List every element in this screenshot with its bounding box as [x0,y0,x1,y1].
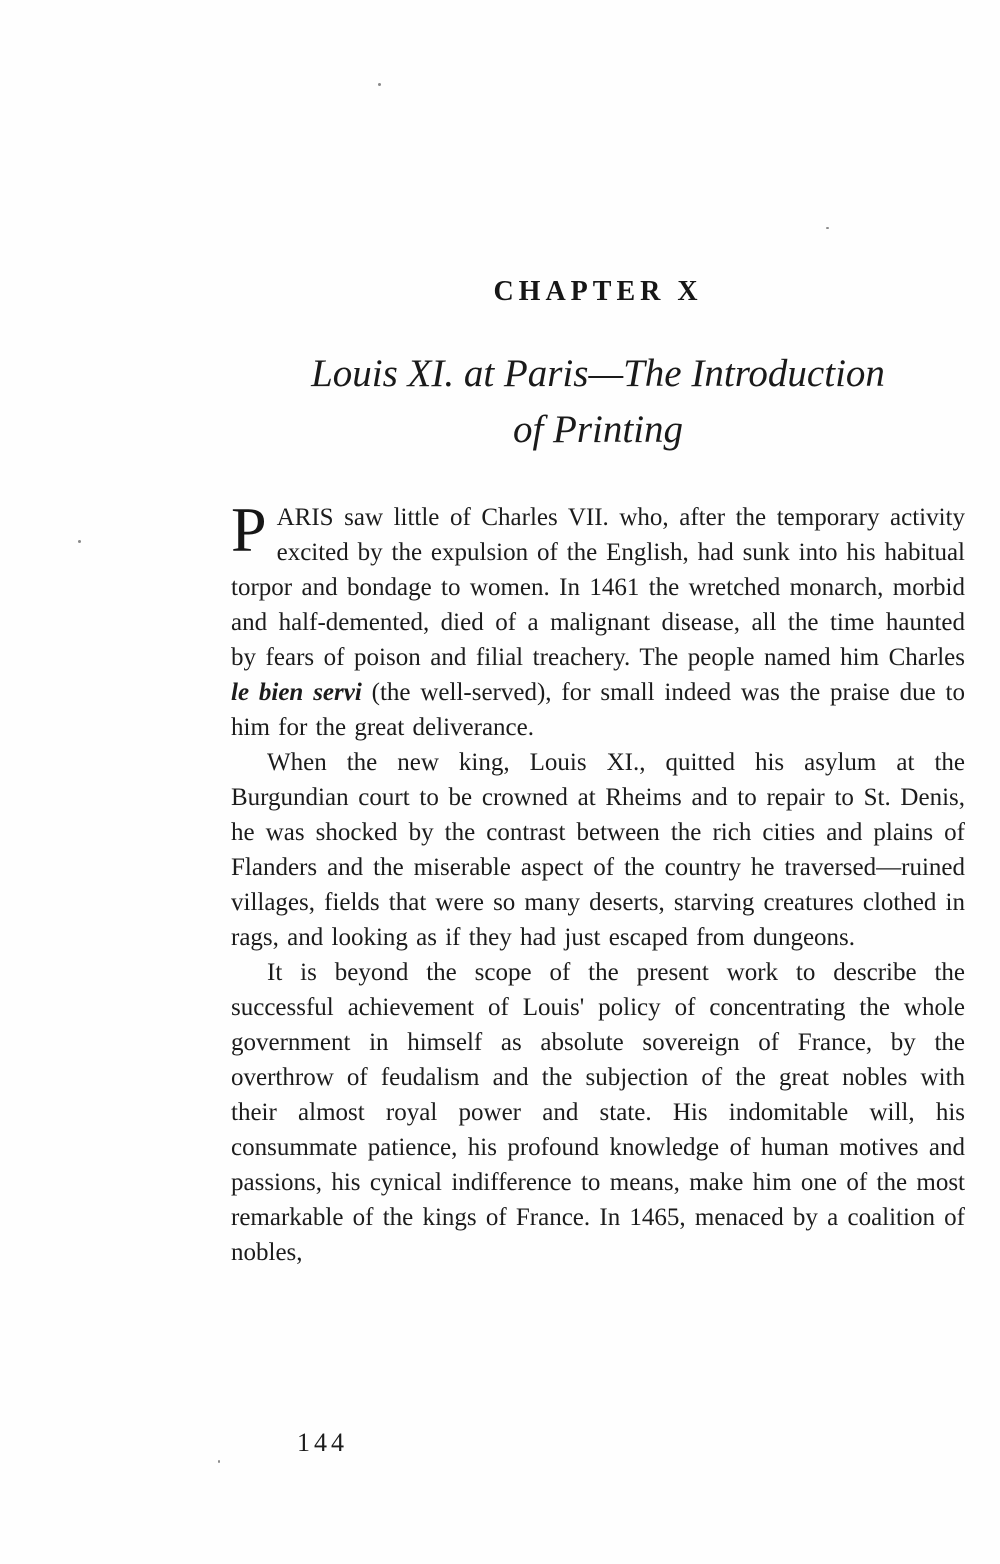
page-number: 144 [297,1428,348,1457]
scan-speck [826,227,829,229]
scan-speck [378,83,381,86]
scan-speck [78,540,81,543]
paragraph-1-text: ARIS saw little of Charles VII. who, after the temporary activity excited by the expulsion of the English, had sunk into his habitual torpor and bondage to women. In 1461 the wretched monarch, morbid and half-demented, died of a malignant disease, all the time haunted by fears of poison and filial treachery. The people named him Charles [231,504,965,671]
scan-speck [218,1460,220,1463]
paragraph-1 [231,494,965,745]
paragraph-2: When the new king, Louis XI., quitted his asylum at the Burgundian court to be crowned at Rheims and to repair to St. Denis, he was shocked by the contrast between the rich cities and plains of Flanders and the miserable aspect of the country he traversed—ruined villages, fields that were so many deserts, starving creatures clothed in rags, and looking as if they had just escaped from dungeons. [231,749,965,951]
paragraph-1-italic-phrase: le bien servi [231,679,362,706]
chapter-heading: CHAPTER X [493,276,703,307]
chapter-title [231,346,965,458]
paragraph-1-text-after: (the well-served), for small indeed was the praise due to him for the great deliverance. [231,679,965,741]
chapter-title-line1: Louis XI. at Paris—The Introduction [311,352,885,395]
drop-cap: P [231,494,267,565]
paragraph-3: It is beyond the scope of the present work to describe the successful achievement of Louis' policy of concentrating the whole government in himself as absolute sovereign of France, by the overthrow of feudalism and the subjection of the great nobles with their almost royal power and state. His indomitable will, his consummate patience, his profound knowledge of human motives and passions, his cynical indifference to means, make him one of the most remarkable of the kings of France. In 1465, menaced by a coalition of nobles, [231,959,965,1266]
chapter-title-line2: of Printing [512,408,684,451]
text-block [231,276,965,1270]
